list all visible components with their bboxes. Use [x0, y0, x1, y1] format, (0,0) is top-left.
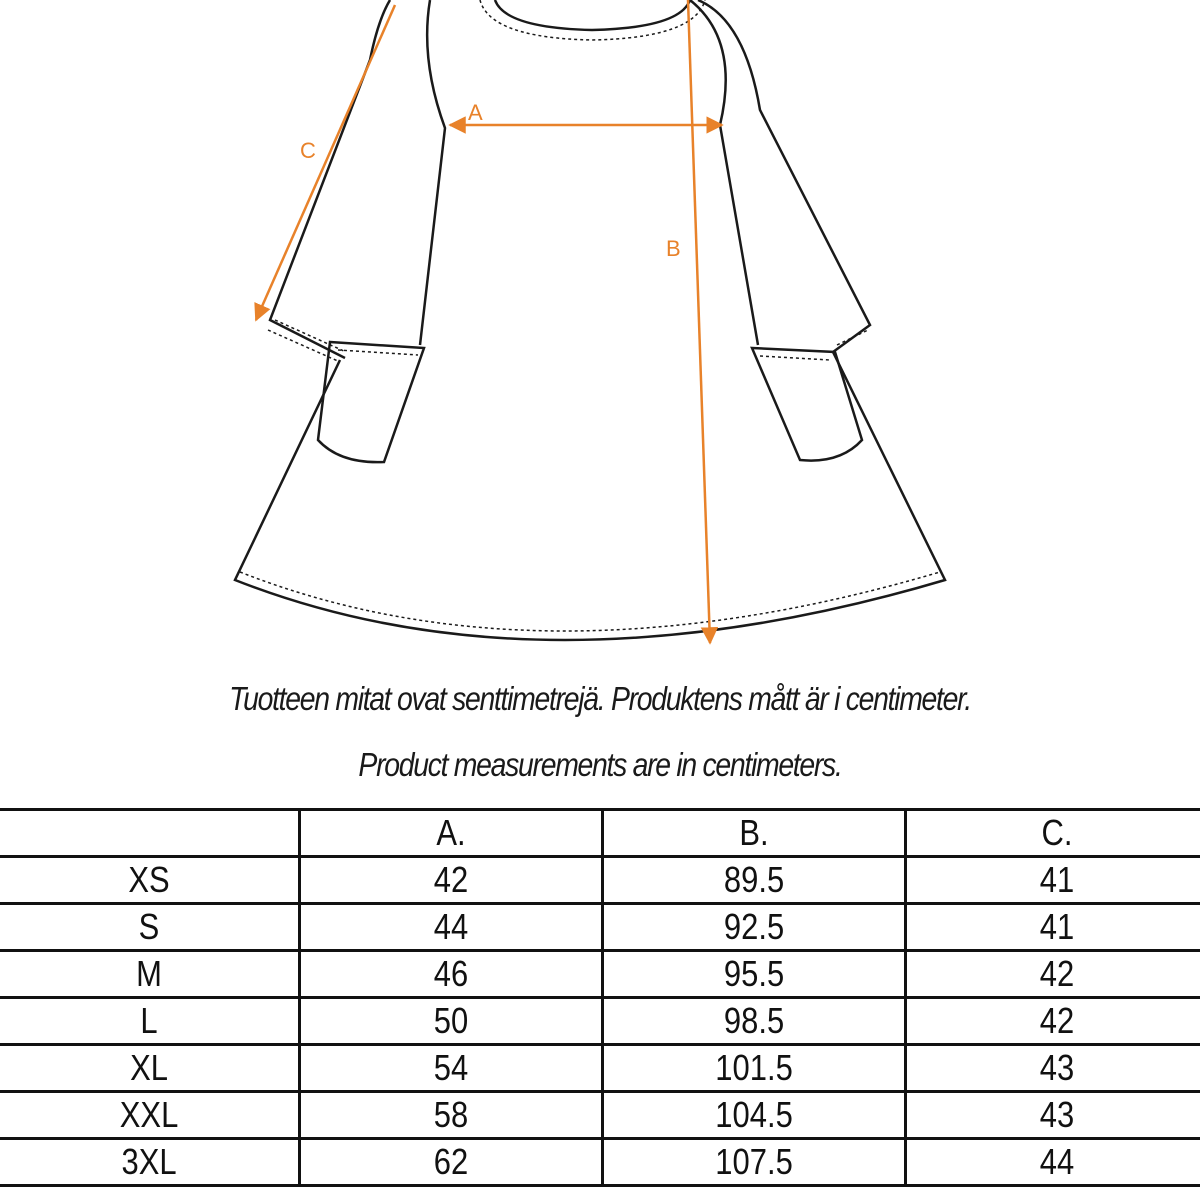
b-cell: 89.5 [603, 857, 906, 904]
c-cell: 43 [906, 1092, 1200, 1139]
c-cell: 42 [906, 998, 1200, 1045]
c-cell: 42 [906, 951, 1200, 998]
a-cell: 58 [300, 1092, 603, 1139]
label-c: C [300, 138, 316, 163]
b-cell: 101.5 [603, 1045, 906, 1092]
header-c: C. [906, 810, 1200, 857]
a-cell: 54 [300, 1045, 603, 1092]
measurement-note-fi-sv: Tuotteen mitat ovat senttimetrejä. Produktens mått är i centimeter. [229, 680, 971, 717]
header-b: B. [603, 810, 906, 857]
measurement-note-en: Product measurements are in centimeters. [358, 746, 842, 783]
size-chart-table [0, 808, 1200, 1187]
measure-line-b [688, 0, 710, 643]
size-cell: XS [0, 857, 300, 904]
table-header-row [0, 810, 1200, 857]
c-cell: 43 [906, 1045, 1200, 1092]
size-cell: M [0, 951, 300, 998]
size-cell: XL [0, 1045, 300, 1092]
c-cell: 41 [906, 904, 1200, 951]
b-cell: 104.5 [603, 1092, 906, 1139]
size-cell: 3XL [0, 1139, 300, 1186]
measure-line-c [256, 5, 395, 320]
b-cell: 95.5 [603, 951, 906, 998]
measurement-lines [256, 0, 722, 643]
b-cell: 92.5 [603, 904, 906, 951]
a-cell: 62 [300, 1139, 603, 1186]
a-cell: 50 [300, 998, 603, 1045]
table-row [0, 857, 1200, 904]
c-cell: 41 [906, 857, 1200, 904]
c-cell: 44 [906, 1139, 1200, 1186]
table-row [0, 904, 1200, 951]
table-row [0, 1092, 1200, 1139]
header-size [0, 810, 300, 857]
size-cell: XXL [0, 1092, 300, 1139]
a-cell: 42 [300, 857, 603, 904]
size-cell: S [0, 904, 300, 951]
a-cell: 46 [300, 951, 603, 998]
header-a: A. [300, 810, 603, 857]
table-row [0, 1139, 1200, 1186]
dress-outline [235, 0, 945, 640]
size-cell: L [0, 998, 300, 1045]
table-row [0, 1045, 1200, 1092]
a-cell: 44 [300, 904, 603, 951]
label-a: A [468, 100, 483, 125]
b-cell: 98.5 [603, 998, 906, 1045]
table-row [0, 998, 1200, 1045]
label-b: B [666, 236, 681, 261]
table-row [0, 951, 1200, 998]
b-cell: 107.5 [603, 1139, 906, 1186]
